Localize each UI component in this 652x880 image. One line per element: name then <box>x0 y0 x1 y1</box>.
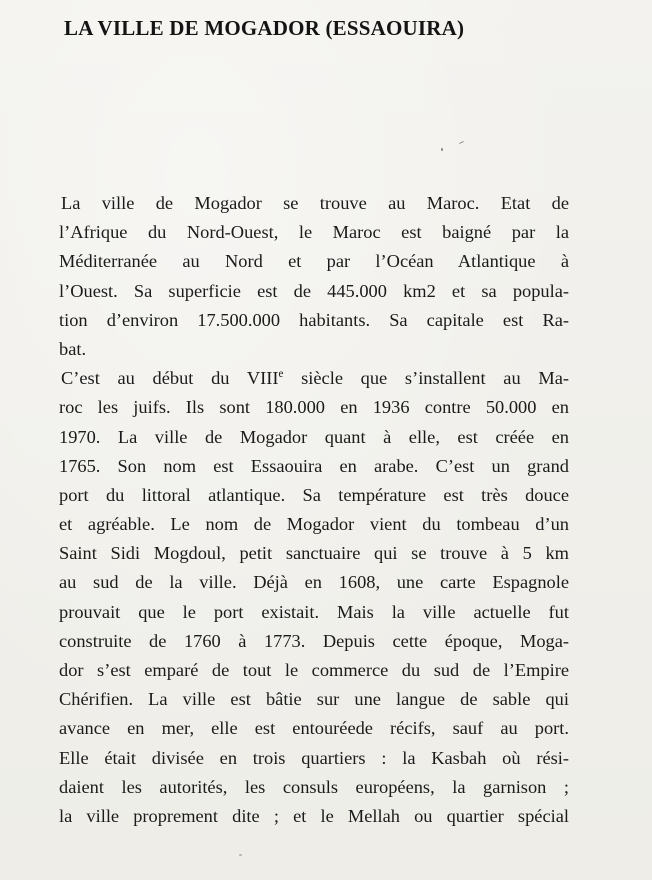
scan-speck <box>239 854 242 856</box>
text-line: avance en mer, elle est entouréede récifs, sauf au port. <box>59 718 569 739</box>
text-line: l’Afrique du Nord-Ouest, le Maroc est baigné par la <box>59 222 569 243</box>
text-line: l’Ouest. Sa superficie est de 445.000 km2 et sa popula- <box>59 280 569 301</box>
text-line: dor s’est emparé de tout le commerce du sud de l’Empire <box>59 660 569 680</box>
text-line: C’est au début du VIIIe siècle que s’installent au Ma- <box>61 368 569 389</box>
text-line: prouvait que le port existait. Mais la ville actuelle fut <box>59 601 569 622</box>
body-text <box>59 189 569 831</box>
text-line: et agréable. Le nom de Mogador vient du tombeau d’un <box>59 514 569 535</box>
paragraph <box>59 189 569 364</box>
scan-speck <box>441 148 443 151</box>
scan-speck <box>459 141 464 144</box>
paragraph <box>59 364 569 831</box>
text-line: La ville de Mogador se trouve au Maroc. Etat de <box>61 193 569 213</box>
text-line: Saint Sidi Mogdoul, petit sanctuaire qui se trouve à 5 km <box>59 543 569 564</box>
text-line: la ville proprement dite ; et le Mellah ou quartier spécial <box>59 805 569 826</box>
text-line: Chérifien. La ville est bâtie sur une langue de sable qui <box>59 689 569 710</box>
text-line: roc les juifs. Ils sont 180.000 en 1936 contre 50.000 en <box>59 397 569 418</box>
text-line: port du littoral atlantique. Sa température est très douce <box>59 484 569 505</box>
text-line: au sud de la ville. Déjà en 1608, une carte Espagnole <box>59 572 569 593</box>
text-line: 1765. Son nom est Essaouira en arabe. C’est un grand <box>59 455 569 476</box>
text-line: 1970. La ville de Mogador quant à elle, est créée en <box>59 426 569 447</box>
text-line: construite de 1760 à 1773. Depuis cette époque, Moga- <box>59 630 569 651</box>
text-line: Elle était divisée en trois quartiers : la Kasbah où rési- <box>59 747 569 768</box>
page-title: LA VILLE DE MOGADOR (ESSAOUIRA) <box>64 16 465 40</box>
text-line: tion d’environ 17.500.000 habitants. Sa capitale est Ra- <box>59 309 569 330</box>
text-line: daient les autorités, les consuls européens, la garnison ; <box>59 776 569 797</box>
text-line: Méditerranée au Nord et par l’Océan Atlantique à <box>59 251 569 272</box>
text-line: bat. <box>59 338 87 359</box>
